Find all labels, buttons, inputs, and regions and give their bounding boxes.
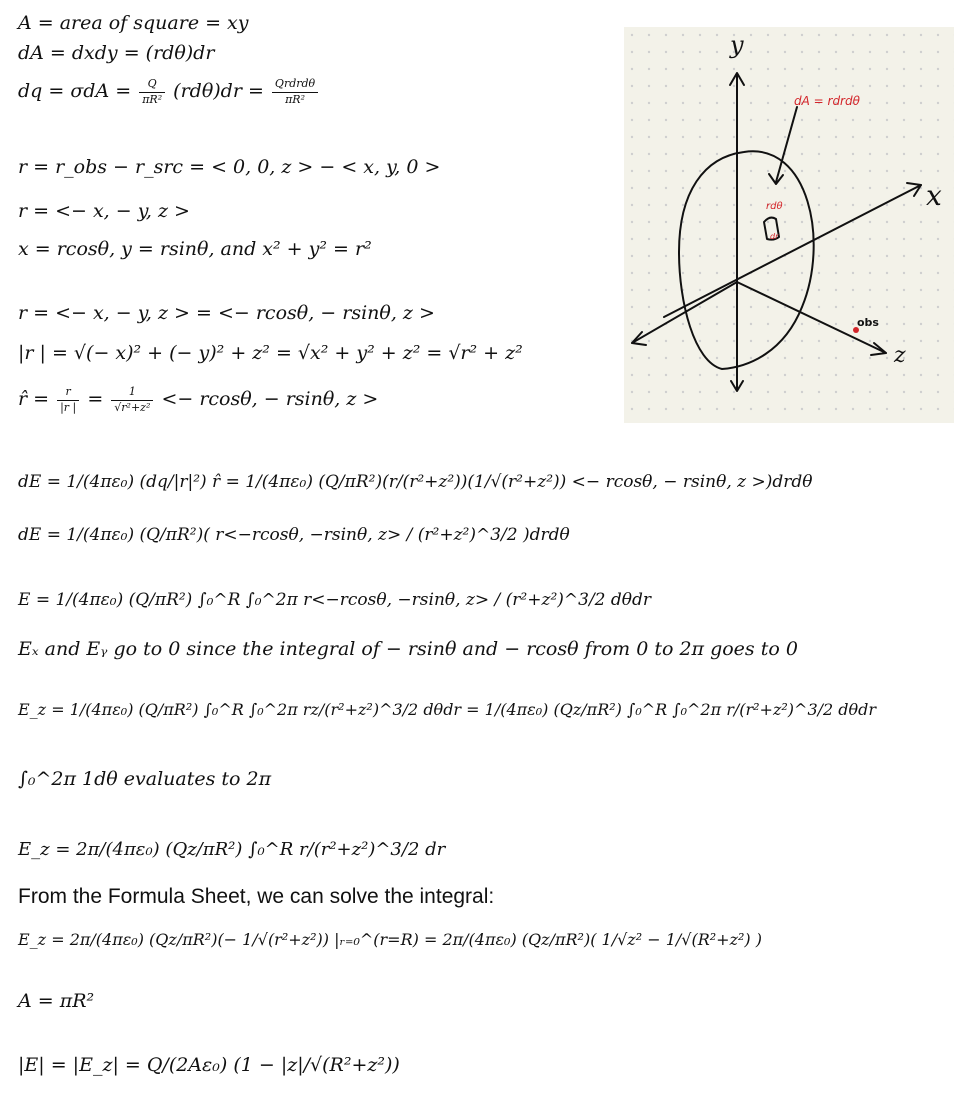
frac-num: Qrdrdθ <box>272 78 318 93</box>
rdtheta-label: rdθ <box>766 201 783 212</box>
eq-r-hat-eq: = <box>87 388 104 411</box>
eq-r-hat-frac1 <box>57 386 79 414</box>
frac-den: |r | <box>60 400 77 414</box>
eq-r-hat-lhs: r̂ = <box>18 388 50 411</box>
eq-r-hat-frac2 <box>111 386 153 414</box>
eq-dq <box>18 78 320 106</box>
eq-dq-mid: (rdθ)dr = <box>173 80 264 103</box>
eq-Ez-2: E_z = 2π/(4πε₀) (Qz/πR²) ∫₀^R r/(r²+z²)^3/2 dr <box>18 839 446 860</box>
frac-num: r <box>57 386 79 401</box>
frac-num: 1 <box>111 386 153 401</box>
x-label: x <box>926 179 942 212</box>
disk-diagram <box>624 27 954 423</box>
z-label: z <box>894 343 906 368</box>
eq-dE-1: dE = 1/(4πε₀) (dq/|r|²) r̂ = 1/(4πε₀) (Q/πR²)(r/(r²+z²))(1/√(r²+z²)) <− rcosθ, − rsinθ, z >)drdθ <box>18 472 813 492</box>
eq-Ex-Ey-zero: Eₓ and Eᵧ go to 0 since the integral of − rsinθ and − rcosθ from 0 to 2π goes to 0 <box>18 638 798 660</box>
eq-Ez-1: E_z = 1/(4πε₀) (Q/πR²) ∫₀^R ∫₀^2π rz/(r²+z²)^3/2 dθdr = 1/(4πε₀) (Qz/πR²) ∫₀^R ∫₀^2π r/(r²+z²)^3/2 dθdr <box>18 700 877 719</box>
formula-sheet-note: From the Formula Sheet, we can solve the integral: <box>18 885 495 908</box>
eq-dq-frac2 <box>272 78 318 106</box>
eq-r-polar: r = <− x, − y, z > = <− rcosθ, − rsinθ, z > <box>18 302 435 324</box>
obs-label: obs <box>857 316 879 329</box>
eq-dA: dA = dxdy = (rdθ)dr <box>18 42 215 64</box>
frac-den: πR² <box>285 92 305 106</box>
eq-r-magnitude: |r | = √(− x)² + (− y)² + z² = √x² + y² + z² = √r² + z² <box>18 342 523 364</box>
dr-label: dr <box>770 232 779 241</box>
eq-dq-frac1 <box>139 78 165 106</box>
eq-r-hat <box>18 386 378 414</box>
frac-den: √r²+z² <box>114 400 151 414</box>
eq-r-hat-rest: <− rcosθ, − rsinθ, z > <box>161 388 379 411</box>
eq-E-integral: E = 1/(4πε₀) (Q/πR²) ∫₀^R ∫₀^2π r<−rcosθ, −rsinθ, z> / (r²+z²)^3/2 dθdr <box>18 590 652 610</box>
eq-dtheta-integral: ∫₀^2π 1dθ evaluates to 2π <box>18 768 272 790</box>
eq-E-final: |E| = |E_z| = Q/(2Aε₀) (1 − |z|/√(R²+z²)) <box>18 1054 400 1076</box>
eq-dq-lhs: dq = σdA = <box>18 80 132 103</box>
y-label: y <box>730 31 744 59</box>
dA-label: dA = rdrdθ <box>794 94 860 108</box>
frac-num: Q <box>139 78 165 93</box>
eq-r-vector: r = r_obs − r_src = < 0, 0, z > − < x, y, 0 > <box>18 156 441 178</box>
eq-area-square: A = area of square = xy <box>18 12 249 34</box>
eq-dE-2: dE = 1/(4πε₀) (Q/πR²)( r<−rcosθ, −rsinθ, z> / (r²+z²)^3/2 )drdθ <box>18 525 570 545</box>
frac-den: πR² <box>142 92 163 106</box>
eq-area-disk: A = πR² <box>18 990 95 1012</box>
eq-r-components: r = <− x, − y, z > <box>18 200 190 222</box>
eq-polar-sub: x = rcosθ, y = rsinθ, and x² + y² = r² <box>18 238 372 260</box>
eq-Ez-3: E_z = 2π/(4πε₀) (Qz/πR²)(− 1/√(r²+z²)) |ᵣ₌₀^(r=R) = 2π/(4πε₀) (Qz/πR²)( 1/√z² − 1/√(R²+z²) ) <box>18 930 762 949</box>
